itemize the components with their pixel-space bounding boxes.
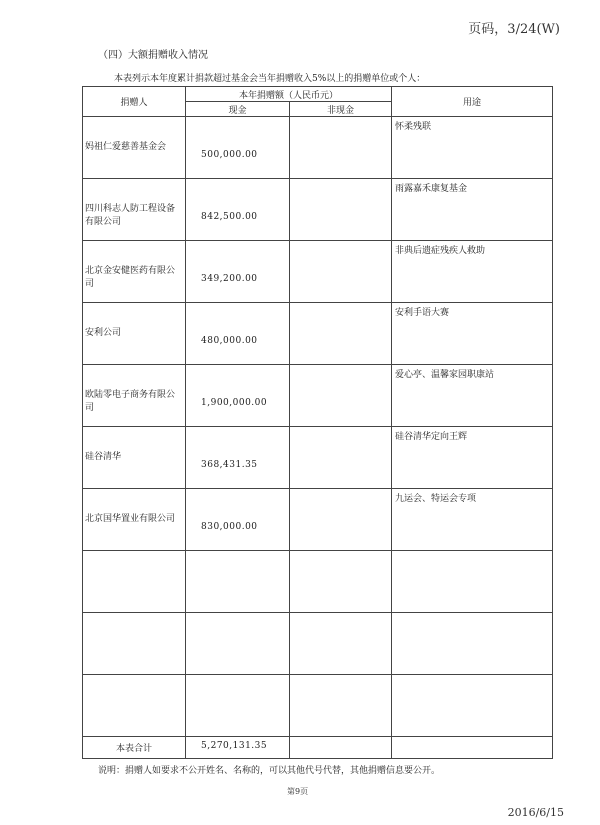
page-code: 页码，3/24(W): [468, 22, 560, 37]
donor-cell: [83, 179, 186, 241]
noncash-cell: [290, 551, 392, 613]
usage-text: 怀柔残联: [395, 122, 432, 132]
table-row-empty: [83, 551, 553, 613]
donor-cell: [83, 303, 186, 365]
cash-cell: [186, 117, 290, 179]
noncash-cell: [290, 489, 392, 551]
usage-cell: [392, 303, 553, 365]
noncash-cell: [290, 241, 392, 303]
cash-amount: 500,000.00: [201, 150, 258, 160]
cash-cell: [186, 303, 290, 365]
donor-name: 北京国华置业有限公司: [85, 514, 176, 524]
usage-cell: [392, 365, 553, 427]
donor-name: 硅谷清华: [85, 452, 122, 462]
cash-cell: [186, 241, 290, 303]
usage-cell: [392, 241, 553, 303]
header-usage: 用途: [392, 87, 553, 117]
cash-cell: [186, 675, 290, 737]
usage-text: 九运会、特运会专项: [395, 494, 477, 504]
table-row-empty: [83, 613, 553, 675]
cash-amount: 830,000.00: [201, 522, 258, 532]
table-note: 说明：捐赠人如要求不公开姓名、名称的，可以其他代号代替，其他捐赠信息要公开。: [98, 766, 441, 776]
donor-name: 妈祖仁爱慈善基金会: [85, 142, 167, 152]
noncash-cell: [290, 365, 392, 427]
total-row: [83, 737, 553, 759]
table-row: [83, 179, 553, 241]
cash-amount: 842,500.00: [201, 212, 258, 222]
donor-name: 四川科志人防工程设备有限公司: [85, 204, 176, 227]
cash-cell: [186, 365, 290, 427]
usage-cell: [392, 179, 553, 241]
donor-cell: [83, 241, 186, 303]
table-intro: 本表列示本年度累计捐款超过基金会当年捐赠收入5%以上的捐赠单位或个人：: [114, 74, 426, 84]
section-title: （四）大额捐赠收入情况: [98, 50, 208, 61]
cash-amount: 368,431.35: [201, 460, 258, 470]
cash-amount: 480,000.00: [201, 336, 258, 346]
cash-cell: [186, 489, 290, 551]
total-label: 本表合计: [83, 737, 186, 759]
header-noncash: 非现金: [290, 102, 392, 117]
donor-cell: [83, 551, 186, 613]
noncash-cell: [290, 675, 392, 737]
cash-cell: [186, 613, 290, 675]
table-row-empty: [83, 675, 553, 737]
total-usage-cell: [392, 737, 553, 759]
cash-cell: [186, 179, 290, 241]
donation-table: [82, 86, 553, 759]
donor-name: 安利公司: [85, 328, 122, 338]
noncash-cell: [290, 613, 392, 675]
table-row: [83, 303, 553, 365]
noncash-cell: [290, 427, 392, 489]
header-amount-group: 本年捐赠额（人民币元）: [186, 87, 392, 102]
noncash-cell: [290, 303, 392, 365]
donor-cell: [83, 675, 186, 737]
donor-cell: [83, 489, 186, 551]
donor-name: 欧陆零电子商务有限公司: [85, 390, 176, 413]
usage-cell: [392, 551, 553, 613]
table-row: [83, 427, 553, 489]
total-noncash-cell: [290, 737, 392, 759]
donor-name: 北京金安健医药有限公司: [85, 266, 176, 289]
header-donor: 捐赠人: [83, 87, 186, 117]
donor-cell: [83, 117, 186, 179]
table-row: [83, 365, 553, 427]
table-row: [83, 117, 553, 179]
usage-cell: [392, 489, 553, 551]
noncash-cell: [290, 179, 392, 241]
cash-cell: [186, 427, 290, 489]
table-row: [83, 489, 553, 551]
table-row: [83, 241, 553, 303]
document-date: 2016/6/15: [507, 806, 564, 819]
usage-cell: [392, 117, 553, 179]
noncash-cell: [290, 117, 392, 179]
usage-text: 非典后遗症残疾人救助: [395, 246, 486, 256]
header-cash: 现金: [186, 102, 290, 117]
footer-page-number: 第9页: [287, 787, 309, 796]
usage-cell: [392, 613, 553, 675]
donor-cell: [83, 427, 186, 489]
cash-amount: 349,200.00: [201, 274, 258, 284]
usage-cell: [392, 675, 553, 737]
total-cash-amount: 5,270,131.35: [186, 737, 290, 759]
usage-text: 安利手语大赛: [395, 308, 450, 318]
donor-cell: [83, 613, 186, 675]
usage-text: 爱心亭、温馨家园职康站: [395, 370, 495, 380]
donor-cell: [83, 365, 186, 427]
usage-cell: [392, 427, 553, 489]
cash-cell: [186, 551, 290, 613]
usage-text: 雨露嘉禾康复基金: [395, 184, 468, 194]
cash-amount: 1,900,000.00: [201, 398, 268, 408]
usage-text: 硅谷清华定向王辉: [395, 432, 468, 442]
